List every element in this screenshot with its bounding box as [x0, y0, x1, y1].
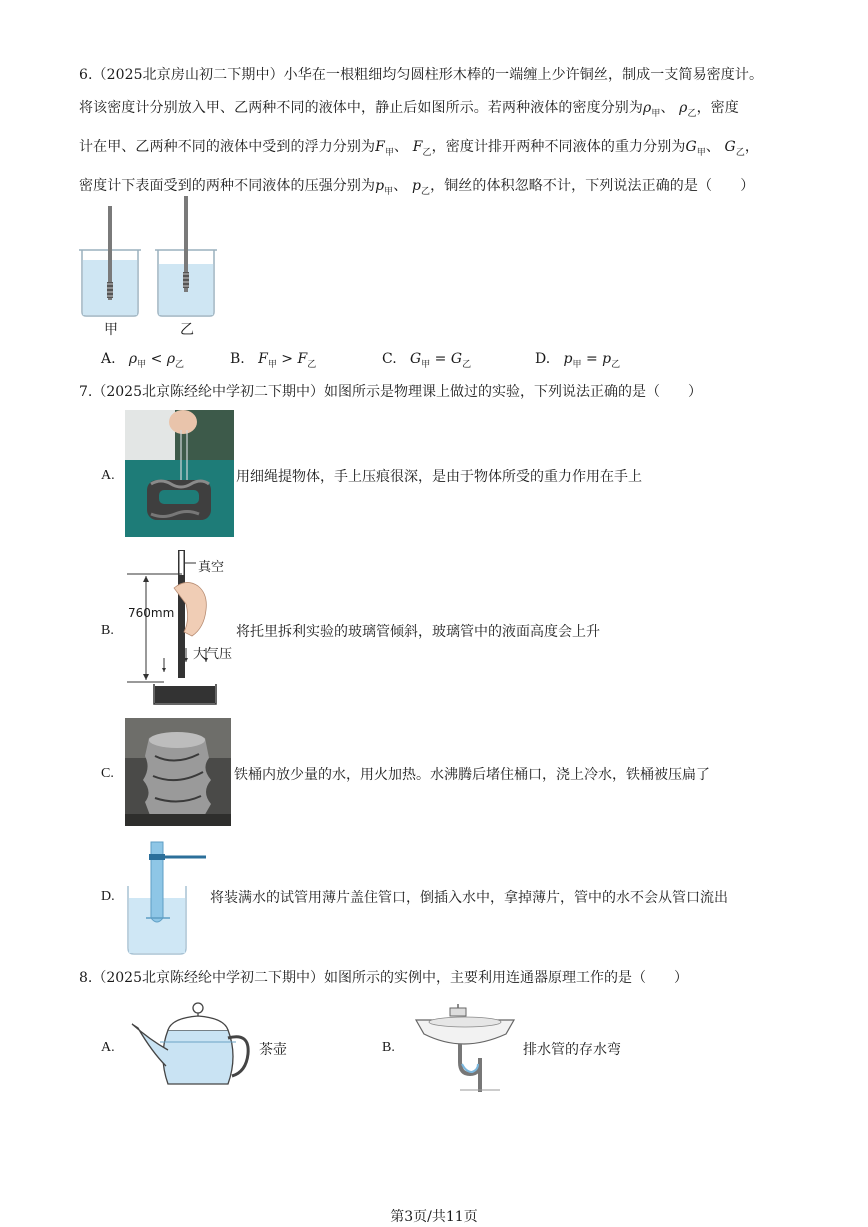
q6-line4: 密度计下表面受到的两种不同液体的压强分别为$p_甲$、 $p_乙$，铜丝的体积忽略不计，下列说法正确的是（ ） — [79, 177, 755, 197]
beaker-label-yi: 乙 — [180, 322, 194, 338]
torricelli-height-label: 760mm — [128, 606, 175, 620]
q7-option-c-letter: C. — [101, 766, 114, 781]
torricelli-vacuum-label: 真空 — [198, 560, 225, 575]
q6-option-d[interactable]: D. $p_甲 = p_乙$ — [535, 351, 621, 370]
q8-option-b-text[interactable]: 排水管的存水弯 — [523, 1042, 621, 1058]
q6-stem — [79, 59, 791, 208]
q7-option-d-text[interactable]: 将装满水的试管用薄片盖住管口，倒插入水中，拿掉薄片，管中的水不会从管口流出 — [210, 890, 728, 906]
q8-option-a-text[interactable]: 茶壶 — [259, 1042, 287, 1058]
beaker-label-jia: 甲 — [104, 322, 118, 338]
q7c-crushed-can-photo — [125, 718, 231, 826]
page-number: 第3页/共11页 — [390, 1209, 478, 1225]
q8-option-a-letter: A. — [101, 1040, 115, 1055]
q8-option-b-letter: B. — [382, 1040, 395, 1055]
q7-stem: 7.（2025北京陈经纶中学初二下期中）如图所示是物理课上做过的实验，下列说法正确的是（ ） — [79, 384, 702, 400]
torricelli-atm-label: 大气压 — [193, 647, 233, 662]
q7d-test-tube-diagram — [124, 836, 210, 958]
q6-option-d-letter: D. — [535, 351, 551, 367]
q6-option-b-letter: B. — [230, 351, 245, 367]
q6-option-a-letter: A. — [101, 351, 116, 367]
q7-option-a-text[interactable]: 用细绳提物体，手上压痕很深，是由于物体所受的重力作用在手上 — [236, 469, 642, 485]
q7b-torricelli-diagram — [124, 548, 244, 712]
q6-line1: 6.（2025北京房山初二下期中）小华在一根粗细均匀圆柱形木棒的一端缠上少许铜丝，制成一支简易密度计。 — [79, 67, 764, 83]
q7-option-b-text[interactable]: 将托里拆利实验的玻璃管倾斜，玻璃管中的液面高度会上升 — [236, 624, 600, 640]
q6-line2: 将该密度计分别放入甲、乙两种不同的液体中，静止后如图所示。若两种液体的密度分别为$\rho_甲$、 $\rho_乙$，密度 — [79, 100, 739, 119]
q7a-photo — [125, 410, 234, 537]
q7-option-a-letter: A. — [101, 468, 115, 483]
q6-option-c[interactable]: C. $G_甲 = G_乙$ — [382, 351, 472, 370]
q7-option-d-letter: D. — [101, 889, 115, 904]
q8-stem: 8.（2025北京陈经纶中学初二下期中）如图所示的实例中，主要利用连通器原理工作的是（ ） — [79, 970, 688, 986]
q6-option-a[interactable]: A. $\rho_甲 < \rho_乙$ — [101, 351, 185, 370]
q8b-sink-trap-diagram — [414, 1004, 516, 1094]
q7-option-b-letter: B. — [101, 623, 114, 638]
q8a-teapot-diagram — [128, 996, 253, 1096]
q6-line3: 计在甲、乙两种不同的液体中受到的浮力分别为$F_甲$、 $F_乙$，密度计排开两种不同液体的重力分别为$G_甲$、 $G_乙$， — [79, 138, 760, 158]
q6-option-c-letter: C. — [382, 351, 397, 367]
q6-beaker-figure — [76, 192, 226, 342]
q7-option-c-text[interactable]: 铁桶内放少量的水，用火加热。水沸腾后堵住桶口，浇上冷水，铁桶被压扁了 — [234, 767, 710, 783]
q6-option-b[interactable]: B. $F_甲 > F_乙$ — [230, 351, 317, 370]
